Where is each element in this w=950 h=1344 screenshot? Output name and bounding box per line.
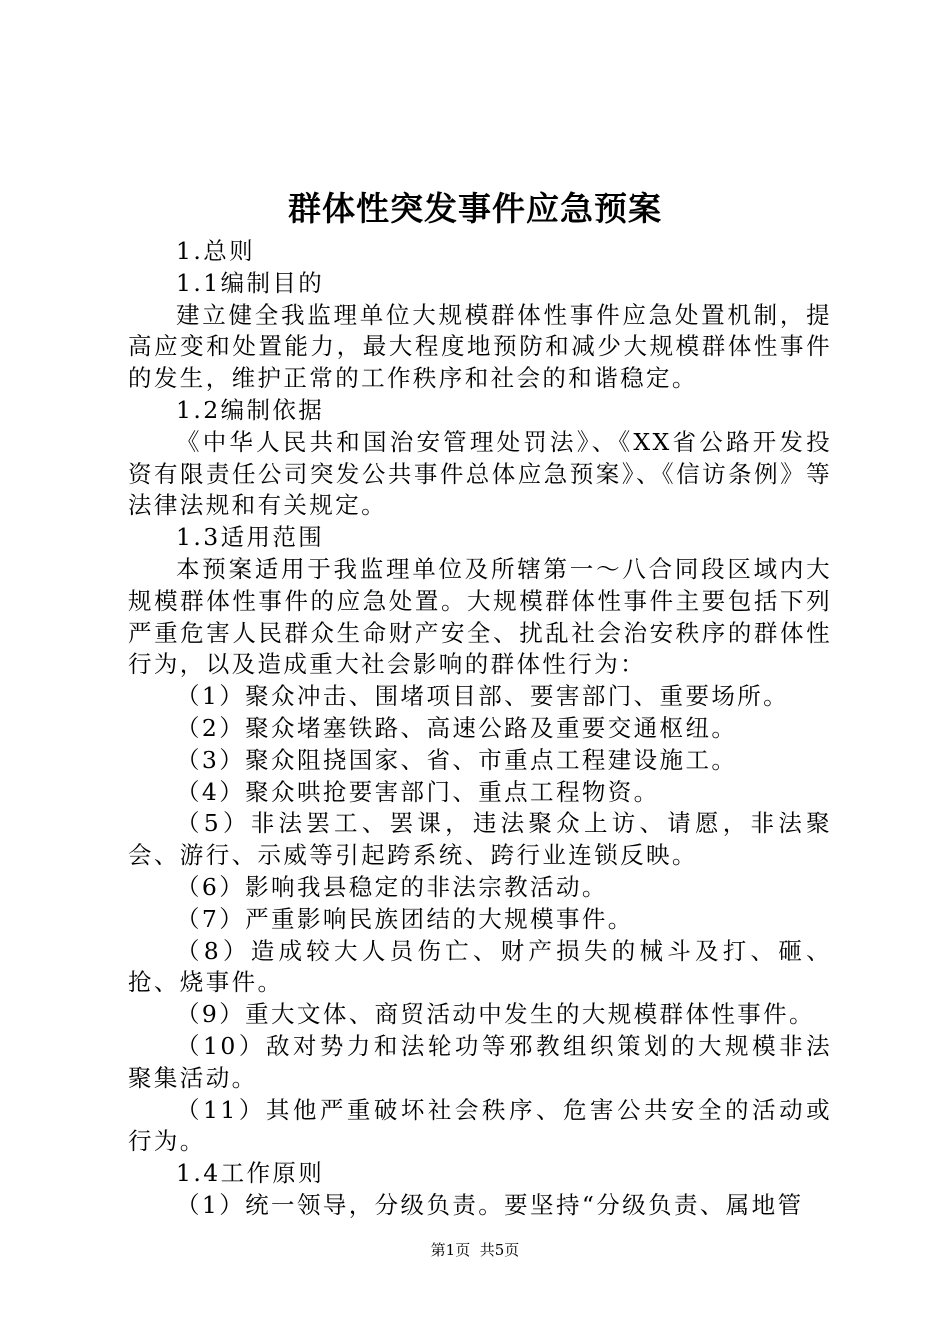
paragraph-scope: 本预案适用于我监理单位及所辖第一～八合同段区域内大规模群体性事件的应急处置。大规模群体性事件主要包括下列严重危害人民群众生命财产安全、扰乱社会治安秩序的群体性行为，以及造成重大社会影响的群体性行为：: [128, 554, 832, 679]
heading-scope: 1.3适用范围: [176, 523, 325, 552]
heading-principles: 1.4工作原则: [176, 1159, 325, 1188]
list-item: （1）聚众冲击、围堵项目部、要害部门、重要场所。: [176, 682, 790, 711]
document-title: 群体性突发事件应急预案: [288, 189, 662, 228]
paragraph-principle-1: （1）统一领导，分级负责。要坚持“分级负责、属地管: [176, 1190, 804, 1219]
page-total: 共5页: [479, 1241, 520, 1259]
list-item: （2）聚众堵塞铁路、高速公路及重要交通枢纽。: [176, 713, 738, 742]
list-item: （9）重大文体、商贸活动中发生的大规模群体性事件。: [176, 1000, 815, 1029]
paragraph-basis: 《中华人民共和国治安管理处罚法》、《XX省公路开发投资有限责任公司突发公共事件总体应急预案》、《信访条例》等法律法规和有关规定。: [128, 427, 832, 520]
page-number: 第1页: [430, 1241, 471, 1259]
heading-purpose: 1.1编制目的: [176, 268, 325, 297]
list-item: （8）造成较大人员伤亡、财产损失的械斗及打、砸、抢、烧事件。: [128, 936, 832, 997]
list-item: （5）非法罢工、罢课，违法聚众上访、请愿，非法聚会、游行、示威等引起跨系统、跨行业连锁反映。: [128, 809, 832, 870]
list-item: （3）聚众阻挠国家、省、市重点工程建设施工。: [176, 745, 738, 774]
document-body: [128, 236, 832, 1222]
page-footer: [0, 1240, 950, 1260]
paragraph-purpose: 建立健全我监理单位大规模群体性事件应急处置机制，提高应变和处置能力，最大程度地预防和减少大规模群体性事件的发生，维护正常的工作秩序和社会的和谐稳定。: [128, 300, 832, 393]
list-item: （6）影响我县稳定的非法宗教活动。: [176, 872, 608, 901]
list-item: （7）严重影响民族团结的大规模事件。: [176, 904, 634, 933]
list-item: （11）其他严重破坏社会秩序、危害公共安全的活动或行为。: [128, 1095, 832, 1156]
heading-basis: 1.2编制依据: [176, 395, 325, 424]
heading-general: 1.总则: [176, 237, 256, 265]
list-item: （10）敌对势力和法轮功等邪教组织策划的大规模非法聚集活动。: [128, 1031, 832, 1092]
list-item: （4）聚众哄抢要害部门、重点工程物资。: [176, 777, 660, 806]
footer-spacer: [470, 1241, 480, 1259]
